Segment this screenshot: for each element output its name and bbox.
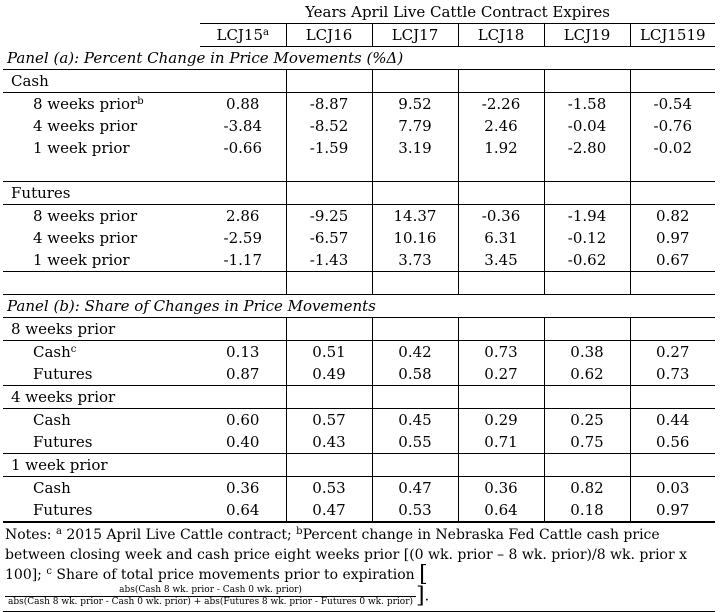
empty-cell (544, 386, 630, 409)
row-label (3, 93, 200, 116)
header-row-title (3, 1, 715, 24)
empty-cell (372, 318, 458, 341)
empty-cell (200, 182, 286, 205)
value-cell: 0.82 (544, 477, 630, 500)
value-cell: -1.17 (200, 249, 286, 272)
value-cell: 0.27 (630, 341, 715, 364)
column-header-lcj15 (200, 24, 286, 47)
empty-cell (372, 182, 458, 205)
value-cell: 14.37 (372, 205, 458, 228)
value-cell: 0.67 (630, 249, 715, 272)
row-label-text: 1 week prior (33, 139, 130, 157)
value-cell: 2.86 (226, 207, 260, 225)
cash-row (3, 115, 715, 137)
empty-cell (544, 318, 630, 341)
futures-row (3, 227, 715, 249)
panel-b-group-heading-label: 1 week prior (3, 454, 200, 477)
share-row (3, 431, 715, 454)
empty-cell (630, 386, 715, 409)
value-cell: -0.62 (544, 249, 630, 272)
value-cell: 0.73 (630, 363, 715, 386)
value-cell: 0.71 (458, 431, 544, 454)
notes-prefix: Notes: (5, 527, 56, 543)
empty-cell (630, 454, 715, 477)
cattle-price-table-page (3, 1, 715, 612)
row-label-sup: c (70, 344, 77, 355)
gap-cell (286, 159, 372, 182)
notes-bracket-close: ] (416, 583, 425, 609)
futures-row (3, 205, 715, 228)
empty-cell (458, 182, 544, 205)
notes-sup-c: c (46, 566, 52, 577)
value-cell: 0.62 (544, 363, 630, 386)
panel-a-futures-heading (3, 182, 715, 205)
share-row (3, 341, 715, 364)
value-cell: -2.59 (223, 229, 262, 247)
formula-numerator: abs(Cash 8 wk. prior - Cash 0 wk. prior) (5, 585, 416, 597)
panel-a-cash-heading (3, 70, 715, 93)
value-cell: 0.47 (372, 477, 458, 500)
panel-b-group-heading (3, 318, 715, 341)
header-row-columns (3, 24, 715, 47)
empty-cell (630, 318, 715, 341)
column-header-lcj17 (372, 24, 458, 47)
value-cell: 3.73 (372, 249, 458, 272)
value-cell: 0.44 (630, 409, 715, 432)
value-cell: 0.97 (630, 499, 715, 522)
value-cell: 0.51 (286, 341, 372, 364)
row-label-text: Futures (33, 501, 93, 519)
empty-cell (372, 454, 458, 477)
row-label-text: Cash (33, 411, 71, 429)
row-label (3, 115, 200, 137)
column-header-lcj1519 (630, 24, 715, 47)
value-cell: 0.13 (226, 343, 260, 361)
value-cell: 0.42 (372, 341, 458, 364)
row-label-text: 8 weeks prior (33, 95, 138, 113)
value-cell: -3.84 (223, 117, 262, 135)
header-title: Years April Live Cattle Contract Expires (200, 1, 715, 24)
share-row (3, 363, 715, 386)
panel-b-group-heading (3, 454, 715, 477)
notes-bracket-open: [ (419, 562, 428, 587)
empty-cell (286, 70, 372, 93)
value-cell: 10.16 (372, 227, 458, 249)
gap-cell (458, 159, 544, 182)
row-label (3, 341, 200, 364)
gap-cell (286, 272, 372, 295)
value-cell: -9.25 (286, 205, 372, 228)
panel-a-title: Panel (a): Percent Change in Price Movements (%Δ) (3, 47, 715, 70)
column-header-label: LCJ1519 (639, 26, 706, 44)
column-header-lcj19 (544, 24, 630, 47)
value-cell: -1.94 (544, 205, 630, 228)
value-cell: 0.87 (200, 363, 286, 386)
value-cell: -6.57 (286, 227, 372, 249)
empty-cell (286, 182, 372, 205)
gap-cell (200, 159, 286, 182)
value-cell: 0.47 (286, 499, 372, 522)
panel-b-title: Panel (b): Share of Changes in Price Movements (3, 295, 715, 318)
share-formula (5, 585, 416, 608)
empty-cell (372, 386, 458, 409)
share-row (3, 477, 715, 500)
cash-row (3, 137, 715, 159)
row-label (3, 431, 200, 454)
gap-cell (3, 159, 200, 182)
value-cell: 0.38 (544, 341, 630, 364)
value-cell: 0.75 (544, 431, 630, 454)
futures-row (3, 249, 715, 272)
empty-cell (544, 182, 630, 205)
value-cell: 3.45 (458, 249, 544, 272)
value-cell: 0.55 (372, 431, 458, 454)
value-cell: -2.26 (458, 93, 544, 116)
gap-cell (630, 272, 715, 295)
value-cell: 0.43 (286, 431, 372, 454)
value-cell: -1.43 (286, 249, 372, 272)
value-cell: -1.58 (544, 93, 630, 116)
value-cell: 6.31 (458, 227, 544, 249)
column-header-label: LCJ17 (391, 26, 439, 44)
value-cell: 0.57 (286, 409, 372, 432)
value-cell: 0.03 (630, 477, 715, 500)
notes-sup-b: b (296, 526, 303, 537)
row-label-text: Cash (33, 343, 71, 361)
column-header-label: LCJ16 (305, 26, 353, 44)
value-cell: 2.46 (458, 115, 544, 137)
empty-cell (458, 318, 544, 341)
value-cell: 0.97 (630, 227, 715, 249)
panel-b-group-heading-label: 4 weeks prior (3, 386, 200, 409)
value-cell: 0.73 (458, 341, 544, 364)
value-cell: 3.19 (372, 137, 458, 159)
empty-cell (286, 386, 372, 409)
value-cell: -0.76 (630, 115, 715, 137)
row-label (3, 205, 200, 228)
value-cell: 0.49 (286, 363, 372, 386)
column-header-label: LCJ15 (216, 26, 264, 44)
value-cell: 0.36 (458, 477, 544, 500)
gap-cell (3, 272, 200, 295)
panel-b (3, 295, 715, 318)
empty-cell (458, 454, 544, 477)
column-header-lcj16 (286, 24, 372, 47)
column-header-label: LCJ18 (477, 26, 525, 44)
panel-a-cash-heading-label: Cash (3, 70, 200, 93)
row-label (3, 499, 200, 522)
notes-text-c: Share of total price movements prior to expiration (51, 567, 420, 583)
empty-cell (286, 318, 372, 341)
row-label (3, 227, 200, 249)
value-cell: -1.59 (286, 137, 372, 159)
value-cell: 0.25 (544, 409, 630, 432)
value-cell: -2.80 (544, 137, 630, 159)
empty-cell (372, 70, 458, 93)
value-cell: -8.87 (286, 93, 372, 116)
value-cell: 1.92 (458, 137, 544, 159)
value-cell: 0.53 (372, 499, 458, 522)
notes-text-a: 2015 April Live Cattle contract; (61, 527, 297, 543)
empty-cell (200, 454, 286, 477)
row-label-text: Futures (33, 433, 93, 451)
value-cell: 0.88 (226, 95, 260, 113)
row-label (3, 137, 200, 159)
table-notes (3, 522, 715, 612)
row-label-text: 4 weeks prior (33, 117, 138, 135)
gap-cell (458, 272, 544, 295)
value-cell: 0.82 (630, 205, 715, 228)
value-cell: -0.66 (223, 139, 262, 157)
value-cell: 0.64 (458, 499, 544, 522)
price-movement-table (3, 1, 715, 522)
value-cell: 0.18 (544, 499, 630, 522)
gap-cell (372, 159, 458, 182)
header-blank-2 (3, 24, 200, 47)
panel-a-gap-2 (3, 272, 715, 295)
value-cell: -0.36 (458, 205, 544, 228)
empty-cell (630, 70, 715, 93)
notes-sup-a: a (55, 526, 62, 537)
gap-cell (630, 159, 715, 182)
row-label (3, 363, 200, 386)
row-label (3, 409, 200, 432)
empty-cell (286, 454, 372, 477)
panel-b-group-heading-label: 8 weeks prior (3, 318, 200, 341)
gap-cell (544, 272, 630, 295)
empty-cell (200, 386, 286, 409)
value-cell: -0.54 (630, 93, 715, 116)
row-label-text: 4 weeks prior (33, 229, 138, 247)
value-cell: 7.79 (372, 115, 458, 137)
notes-text-b: Percent change in Nebraska Fed Cattle cash price between closing week and cash price eight weeks prior [(0 wk. prior – 8 wk. prior)/8 wk. prior x 100]; (5, 527, 688, 583)
panel-b-group-heading (3, 386, 715, 409)
empty-cell (544, 70, 630, 93)
empty-cell (630, 182, 715, 205)
cash-row (3, 93, 715, 116)
value-cell: 9.52 (372, 93, 458, 116)
value-cell: 0.60 (226, 411, 260, 429)
formula-denominator: abs(Cash 8 wk. prior - Cash 0 wk. prior) + abs(Futures 8 wk. prior - Futures 0 wk. prior) (8, 597, 414, 607)
column-header-label: LCJ19 (563, 26, 611, 44)
empty-cell (200, 70, 286, 93)
row-label (3, 477, 200, 500)
gap-cell (544, 159, 630, 182)
gap-cell (200, 272, 286, 295)
value-cell: 0.56 (630, 431, 715, 454)
value-cell: -0.12 (544, 227, 630, 249)
table-body (3, 1, 715, 522)
value-cell: 0.40 (200, 431, 286, 454)
value-cell: 0.29 (458, 409, 544, 432)
value-cell: -8.52 (286, 115, 372, 137)
header-blank (3, 1, 200, 24)
empty-cell (200, 318, 286, 341)
row-label-sup: b (137, 96, 144, 107)
value-cell: 0.58 (372, 363, 458, 386)
panel-a (3, 47, 715, 70)
row-label-text: 8 weeks prior (33, 207, 138, 225)
gap-cell (372, 272, 458, 295)
row-label (3, 249, 200, 272)
value-cell: 0.36 (226, 479, 260, 497)
value-cell: -0.04 (544, 115, 630, 137)
row-label-text: Cash (33, 479, 71, 497)
panel-a-gap (3, 159, 715, 182)
value-cell: -0.02 (630, 137, 715, 159)
value-cell: 0.53 (286, 477, 372, 500)
row-label-text: Futures (33, 365, 93, 383)
value-cell: 0.27 (458, 363, 544, 386)
column-header-lcj18 (458, 24, 544, 47)
empty-cell (544, 454, 630, 477)
empty-cell (458, 386, 544, 409)
notes-end: . (424, 588, 430, 605)
empty-cell (458, 70, 544, 93)
share-row (3, 499, 715, 522)
row-label-text: 1 week prior (33, 251, 130, 269)
value-cell: 0.64 (200, 499, 286, 522)
value-cell: 0.45 (372, 409, 458, 432)
panel-a-futures-heading-label: Futures (3, 182, 200, 205)
share-row (3, 409, 715, 432)
column-header-sup: a (263, 27, 269, 38)
